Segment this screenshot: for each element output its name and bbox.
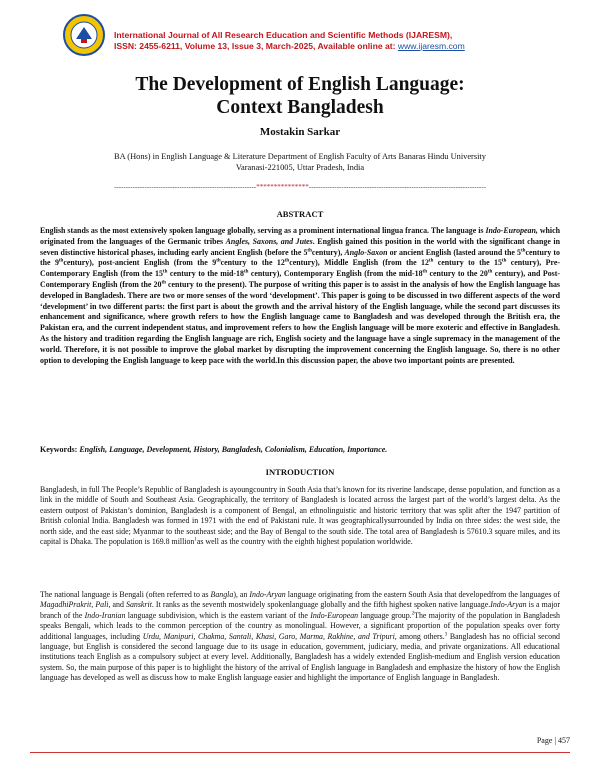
section-divider: -------------------------------------------------------------***************---------------------------------------------------------------------------- (114, 183, 486, 191)
keywords: Keywords: English, Language, Development, History, Bangladesh, Colonialism, Education, Importance. (40, 445, 388, 454)
intro-paragraph-1: Bangladesh, in full The People’s Republic of Bangladesh is ayoungcountry in South Asia that’s known for its riverine landscape, dense population, and function as a link in the middle of South and Southeast Asia. Geographically, the territory of Bangladesh is located across the largest part of the world’s largest delta. As the eastern outpost of Pakistan’s dominion, Bangladesh is a component of Bengal, an ethnolinguistic and historic territory that was split after the 1947 partition of British colonial India. Bangladesh was formed in 1971 with the end of Pakistani rule. It was geographicallysurrounded by India on three sides: the west side, the north side, and the east side; Myanmar to the southeast side; and the Bay of Bengal to the south side. The total area of Bangladesh is 57610.3 square miles, and its capital is Dhaka. The population is 169.8 million$^1$as well as the country with the eighth highest population worldwide. (40, 485, 560, 547)
abstract-text: English stands as the most extensively spoken language globally, serving as a prominent international lingua franca. The language is Indo-European, which originated from the languages of the Germanic tribes Angles, Saxons, and Jutes. English gained this position in the world with the significant change in seven distinctive historical phases, including early ancient English (before the 5thcentury), Anglo-Saxon or ancient English (lasted around the 5thcentury to the 9thcentury), post-ancient English (from the 9thcentury to the 12thcentury), Middle English (from the 12th century to the 15th century), Pre-Contemporary English (from the 15th century to the mid-18th century), Contemporary English (from the mid-18th century to the 20th century), and Post-Contemporary English (from the 20th century to the present). The purpose of writing this paper is to assist in the analysis of how the English language has developed in Bangladesh. There are two or more senses of the word ‘development’. This paper is going to be discussed in two different aspects of the word ‘development’ in two different parts: the first part is about the growth and the arrival history of the English language, while the second part discusses its enhancement and significance, where growth refers to how the English language came to Bangladesh and was developed through the British era, the Pakistan era, and the current independent status, and improvement refers to how the English language will be more exoteric and effective in Bangladesh. As the history and tradition regarding the English language are rich, English society and the language have a single supremacy in the management of the world. Therefore, it is not possible to improve the global market by disrupting the improvement concerning the English language. So, there is no other option to developing the English language to keep pace with the world.In this discussion paper, the above two important points are presented. (40, 226, 561, 365)
title-line-2: Context Bangladesh (216, 97, 384, 118)
intro-paragraph-2: The national language is Bengali (often referred to as Bangla), an Indo-Aryan language originating from the eastern South Asia that developedfrom the languages of MagadhiPrakrit, Pali, and Sanskrit. It ranks as the seventh mostwidely spokenlanguage globally and the fifth highest spoken native language.Indo-Aryan is a major branch of the Indo-Iranian language subdivision, which is the eastern variant of the Indo-European language group.$^2$The majority of the population in Bangladesh speaks Bengali, which leads to the common perception of the country as monolingual. However, a significant proportion of the population speaks over forty additional languages, including Urdu, Manipuri, Chakma, Santali, Khasi, Garo, Marma, Rakhine, and Tripuri, among others.$^3$ Bangladesh has no official second language, but English is considered the second language due to its usage in education, government, judiciary, media, and private organizations. All educational institutions teach English as a compulsory subject at every level. Additionally, Bangladesh has a widely extended English-medium and English version education system. So, the main purpose of this paper is to highlight the history of the arrival of English language in Bangladesh and emphasize the history of how the English language has developed as well as discuss how to make English language easier and highlight the importance of English language in Bangladesh. (40, 590, 561, 683)
author-affiliation: BA (Hons) in English Language & Literature Department of English Faculty of Arts Banaras Hindu University Varanasi-221005, Uttar Pradesh, India (114, 152, 486, 172)
journal-name: International Journal of All Research Education and Scientific Methods (IJARESM), (114, 30, 453, 40)
journal-url-link[interactable]: www.ijaresm.com (397, 40, 465, 51)
journal-info (114, 30, 465, 51)
journal-issue: ISSN: 2455-6211, Volume 13, Issue 3, March-2025, Available online at: www.ijaresm.com (114, 40, 465, 51)
title-line-1: The Development of English Language: (135, 74, 465, 95)
journal-header (62, 13, 542, 57)
paper-title (0, 73, 600, 119)
abstract-heading: ABSTRACT (276, 209, 324, 219)
author-name: Mostakin Sarkar (259, 126, 341, 138)
journal-logo-icon (62, 13, 106, 57)
page-number: Page | 457 (536, 736, 570, 745)
introduction-heading: INTRODUCTION (265, 467, 335, 477)
footer-rule (30, 752, 570, 753)
